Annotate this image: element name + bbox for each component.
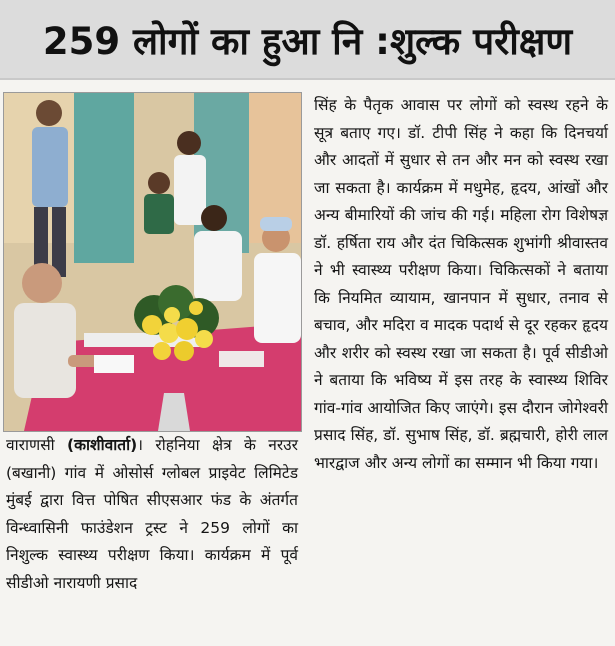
photo-illustration bbox=[4, 93, 301, 431]
left-column-text: रोहनिया क्षेत्र के नरउर (बखानी) गांव में ओसोर्स ग्लोबल प्राइवेट लिमिटेड मुंबई द्वारा वित्त पोषित सीएसआर फंड के अंतर्गत विन्ध्वासिनी फाउंडेशन ट्रस्ट ने 259 लोगों का निशुल्क स्वास्थ्य परीक्षण किया। कार्यक्रम में पूर्व सीडीओ नारायणी प्रसाद bbox=[6, 436, 298, 592]
dateline-city: वाराणसी bbox=[6, 436, 55, 454]
headline-bar bbox=[0, 0, 615, 80]
article-right-column bbox=[314, 92, 608, 477]
health-camp-photo bbox=[3, 92, 302, 432]
dateline-separator: । bbox=[137, 436, 144, 454]
article-left-column bbox=[6, 432, 298, 597]
dateline-source: (काशीवार्ता) bbox=[67, 436, 138, 454]
right-column-text: सिंह के पैतृक आवास पर लोगों को स्वस्थ रहने के सूत्र बताए गए। डॉ. टीपी सिंह ने कहा कि दिनचर्या और आदतों में सुधार से तन और मन को स्वस्थ रखा जा सकता है। कार्यक्रम में मधुमेह, हृदय, आंखों और अन्य बीमारियों की जांच की गई। महिला रोग विशेषज्ञ डॉ. हर्षिता राय और दंत चिकित्सक शुभांगी श्रीवास्तव ने भी स्वास्थ्य परीक्षण किया। चिकित्सकों ने बताया कि नियमित व्यायाम, खानपान में सुधार, तनाव से बचाव, और मदिरा व मादक पदार्थ से दूर रहकर हृदय और शरीर को स्वस्थ रखा जा सकता है। पूर्व सीडीओ ने बताया कि भविष्य में इस तरह के स्वास्थ्य शिविर गांव-गांव आयोजित किए जाएंगे। इस दौरान जोगेश्वरी प्रसाद सिंह, डॉ. सुभाष सिंह, डॉ. ब्रह्मचारी, होरी लाल भारद्वाज और अन्य लोगों का सम्मान भी किया गया। bbox=[314, 96, 608, 472]
left-paragraph bbox=[6, 432, 298, 597]
headline: 259 लोगों का हुआ नि :शुल्क परीक्षण bbox=[42, 19, 573, 63]
